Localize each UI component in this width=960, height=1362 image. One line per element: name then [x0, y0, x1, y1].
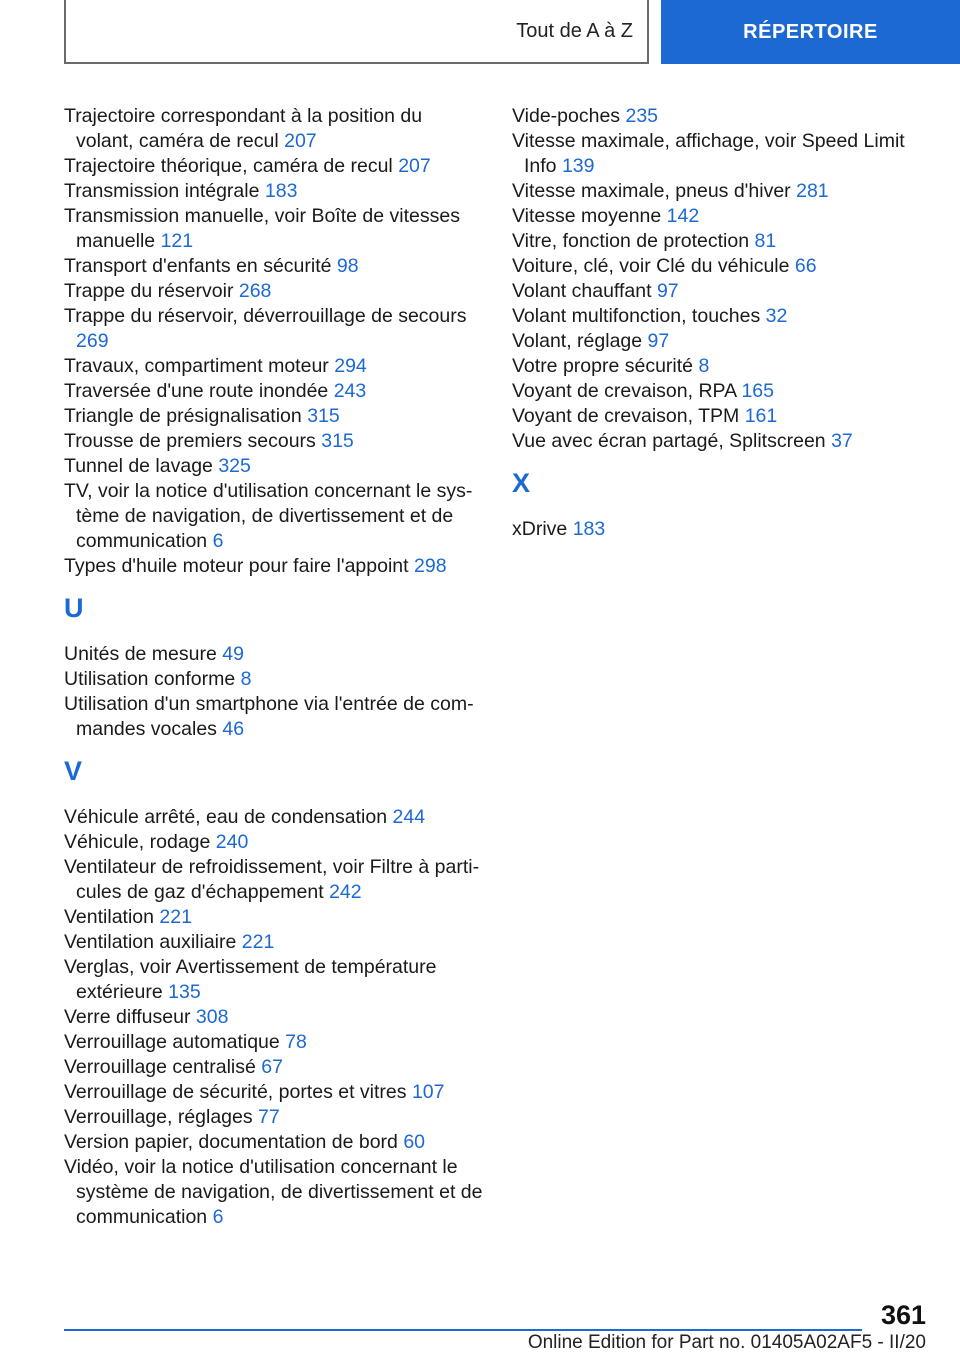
index-entry-text: Traversée d'une route inondée: [64, 380, 329, 402]
page-reference-link[interactable]: 183: [264, 180, 298, 202]
page-reference-link[interactable]: 308: [195, 1006, 229, 1028]
index-entry: [64, 855, 484, 905]
page-reference-link[interactable]: 98: [336, 255, 359, 277]
page-reference-link[interactable]: 207: [284, 130, 317, 152]
index-entry-text: Voiture, clé, voir Clé du véhicule: [512, 255, 790, 277]
index-entry-text: Types d'huile moteur pour faire l'appoint: [64, 555, 409, 577]
section-letter: U: [64, 593, 84, 623]
chapter-tab-label: Tout de A à Z: [516, 19, 633, 42]
index-column-right: [512, 104, 932, 542]
index-entry-text: Tunnel de lavage: [64, 455, 213, 477]
page-reference-link[interactable]: 121: [160, 230, 194, 252]
index-entry: [512, 104, 932, 129]
page-reference-link[interactable]: 60: [403, 1131, 426, 1153]
section-tab[interactable]: [661, 0, 960, 64]
index-entry-text: Volant multifonction, touches: [512, 305, 761, 327]
index-entry: [64, 955, 484, 1005]
index-entry-text: Vidéo, voir la notice d'utilisation concernant le système de navigation, de divertissement et de communication: [64, 1156, 483, 1228]
index-entry-text: Trajectoire théorique, caméra de recul: [64, 155, 393, 177]
index-entry-text: Trousse de premiers secours: [64, 430, 316, 452]
page-reference-link[interactable]: 46: [222, 718, 245, 740]
index-entry: [64, 479, 484, 554]
index-entry: [512, 404, 932, 429]
page-reference-link[interactable]: 298: [414, 555, 447, 577]
index-entry: [512, 517, 932, 542]
index-entry: [512, 379, 932, 404]
index-entry: [64, 1105, 484, 1130]
index-entry: [64, 1030, 484, 1055]
index-entry-text: xDrive: [512, 518, 568, 540]
index-entry: [64, 1080, 484, 1105]
section-letter: X: [512, 468, 531, 498]
index-entry: [64, 667, 484, 692]
index-entry: [64, 154, 484, 179]
page-reference-link[interactable]: 97: [647, 330, 670, 352]
index-entry: [64, 642, 484, 667]
index-entry-text: Transmission intégrale: [64, 180, 260, 202]
index-entry: [512, 429, 932, 454]
index-entry-text: Utilisation d'un smartphone via l'entrée de commandes vocales: [64, 693, 474, 740]
page-reference-link[interactable]: 142: [666, 205, 700, 227]
index-entry: [64, 830, 484, 855]
page-reference-link[interactable]: 77: [258, 1106, 280, 1128]
index-entry: [512, 229, 932, 254]
index-entry: [64, 279, 484, 304]
page-reference-link[interactable]: 243: [333, 380, 367, 402]
index-entry-text: Trappe du réservoir, déverrouillage de secours: [64, 305, 467, 327]
page-reference-link[interactable]: 315: [307, 405, 340, 427]
page-reference-link[interactable]: 32: [765, 305, 788, 327]
index-entry: [64, 104, 484, 154]
page-reference-link[interactable]: 139: [561, 155, 595, 177]
edition-footer: Online Edition for Part no. 01405A02AF5 - II/20: [527, 1332, 926, 1353]
index-entry-text: Volant chauffant: [512, 280, 652, 302]
page-reference-link[interactable]: 78: [285, 1031, 307, 1053]
index-entry: [64, 1055, 484, 1080]
page-reference-link[interactable]: 294: [334, 355, 367, 377]
index-entry-text: Transport d'enfants en sécurité: [64, 255, 332, 277]
page-reference-link[interactable]: 221: [241, 931, 275, 953]
page-reference-link[interactable]: 97: [656, 280, 679, 302]
index-entry: [64, 554, 484, 579]
page-reference-link[interactable]: 240: [215, 831, 249, 853]
index-entry-text: Verre diffuseur: [64, 1006, 191, 1028]
index-entry-text: Ventilation auxiliaire: [64, 931, 237, 953]
footer-divider: [64, 1329, 862, 1331]
index-entry: [512, 179, 932, 204]
page-reference-link[interactable]: 107: [411, 1081, 445, 1103]
index-entry: [64, 254, 484, 279]
index-entry-text: Verrouillage automatique: [64, 1031, 280, 1053]
page-reference-link[interactable]: 268: [238, 280, 272, 302]
index-entry: [64, 805, 484, 830]
index-entry-text: Vide-poches: [512, 105, 621, 127]
page-reference-link[interactable]: 281: [796, 180, 829, 202]
index-entry-text: Triangle de présignalisation: [64, 405, 302, 427]
page-reference-link[interactable]: 66: [794, 255, 817, 277]
page-reference-link[interactable]: 81: [754, 230, 777, 252]
index-entry-text: Vitesse maximale, affichage, voir Speed Limit Info: [512, 130, 905, 177]
index-entry: [64, 204, 484, 254]
page-reference-link[interactable]: 221: [159, 906, 192, 928]
index-entry: [512, 329, 932, 354]
index-entry: [64, 454, 484, 479]
index-entry: [64, 905, 484, 930]
page-reference-link[interactable]: 165: [741, 380, 774, 402]
index-entry: [64, 179, 484, 204]
index-entry-text: Vue avec écran partagé, Splitscreen: [512, 430, 826, 452]
index-entry-text: Ventilateur de refroidissement, voir Filtre à particules de gaz d'échappement: [64, 856, 480, 903]
section-tab-label: RÉPERTOIRE: [743, 20, 878, 43]
index-entry-text: TV, voir la notice d'utilisation concernant le système de navigation, de divertissement et de communication: [64, 480, 473, 552]
section-letter: V: [64, 756, 83, 786]
page-reference-link[interactable]: 37: [831, 430, 853, 452]
page-reference-link[interactable]: 235: [625, 105, 659, 127]
index-entry-text: Véhicule arrêté, eau de condensation: [64, 806, 388, 828]
index-entry: [512, 254, 932, 279]
index-entry-text: Volant, réglage: [512, 330, 643, 352]
page-reference-link[interactable]: 8: [698, 355, 710, 377]
index-entry: [64, 354, 484, 379]
index-entry-text: Vitesse moyenne: [512, 205, 662, 227]
index-entry-text: Votre propre sécurité: [512, 355, 694, 377]
index-entry-text: Trajectoire correspondant à la position du volant, caméra de recul: [64, 105, 423, 152]
page-reference-link[interactable]: 135: [168, 981, 201, 1003]
chapter-tab[interactable]: [64, 0, 649, 64]
index-entry: [64, 379, 484, 404]
index-column-left: [64, 104, 484, 1230]
index-entry-text: Voyant de crevaison, RPA: [512, 380, 737, 402]
index-entry-text: Vitesse maximale, pneus d'hiver: [512, 180, 791, 202]
index-entry-text: Verrouillage centralisé: [64, 1056, 256, 1078]
index-entry-text: Véhicule, rodage: [64, 831, 211, 853]
index-entry-text: Vitre, fonction de protection: [512, 230, 750, 252]
index-entry: [64, 1130, 484, 1155]
page-reference-link[interactable]: 6: [212, 530, 224, 552]
index-entry-text: Trappe du réservoir: [64, 280, 234, 302]
index-entry-text: Verrouillage, réglages: [64, 1106, 253, 1128]
index-entry-text: Verrouillage de sécurité, portes et vitres: [64, 1081, 407, 1103]
index-entry-text: Voyant de crevaison, TPM: [512, 405, 740, 427]
index-entry: [64, 1155, 484, 1230]
page-reference-link[interactable]: 67: [261, 1056, 283, 1078]
index-entry: [64, 692, 484, 742]
index-entry-text: Unités de mesure: [64, 643, 217, 665]
index-entry: [64, 304, 484, 354]
index-entry-text: Verglas, voir Avertissement de température extérieure: [64, 956, 437, 1003]
page-reference-link[interactable]: 242: [329, 881, 362, 903]
index-entry: [64, 930, 484, 955]
index-entry: [512, 354, 932, 379]
index-entry-text: Utilisation conforme: [64, 668, 236, 690]
index-entry-text: Transmission manuelle, voir Boîte de vitesses manuelle: [64, 205, 460, 252]
page-reference-link[interactable]: 207: [398, 155, 431, 177]
index-entry: [512, 304, 932, 329]
page-reference-link[interactable]: 269: [76, 330, 109, 352]
page-reference-link[interactable]: 49: [222, 643, 244, 665]
index-entry-text: Ventilation: [64, 906, 154, 928]
page-reference-link[interactable]: 8: [240, 668, 252, 690]
index-entry: [64, 404, 484, 429]
page-reference-link[interactable]: 315: [321, 430, 354, 452]
index-entry-text: Travaux, compartiment moteur: [64, 355, 329, 377]
index-entry: [512, 204, 932, 229]
page-reference-link[interactable]: 325: [218, 455, 251, 477]
index-entry: [64, 429, 484, 454]
index-entry: [64, 1005, 484, 1030]
index-entry-text: Version papier, documentation de bord: [64, 1131, 398, 1153]
index-entry: [512, 279, 932, 304]
page-reference-link[interactable]: 6: [212, 1206, 224, 1228]
page-reference-link[interactable]: 183: [572, 518, 606, 540]
index-entry: [512, 129, 932, 179]
page-reference-link[interactable]: 244: [392, 806, 426, 828]
page-number: 361: [880, 1300, 926, 1330]
page-reference-link[interactable]: 161: [744, 405, 778, 427]
